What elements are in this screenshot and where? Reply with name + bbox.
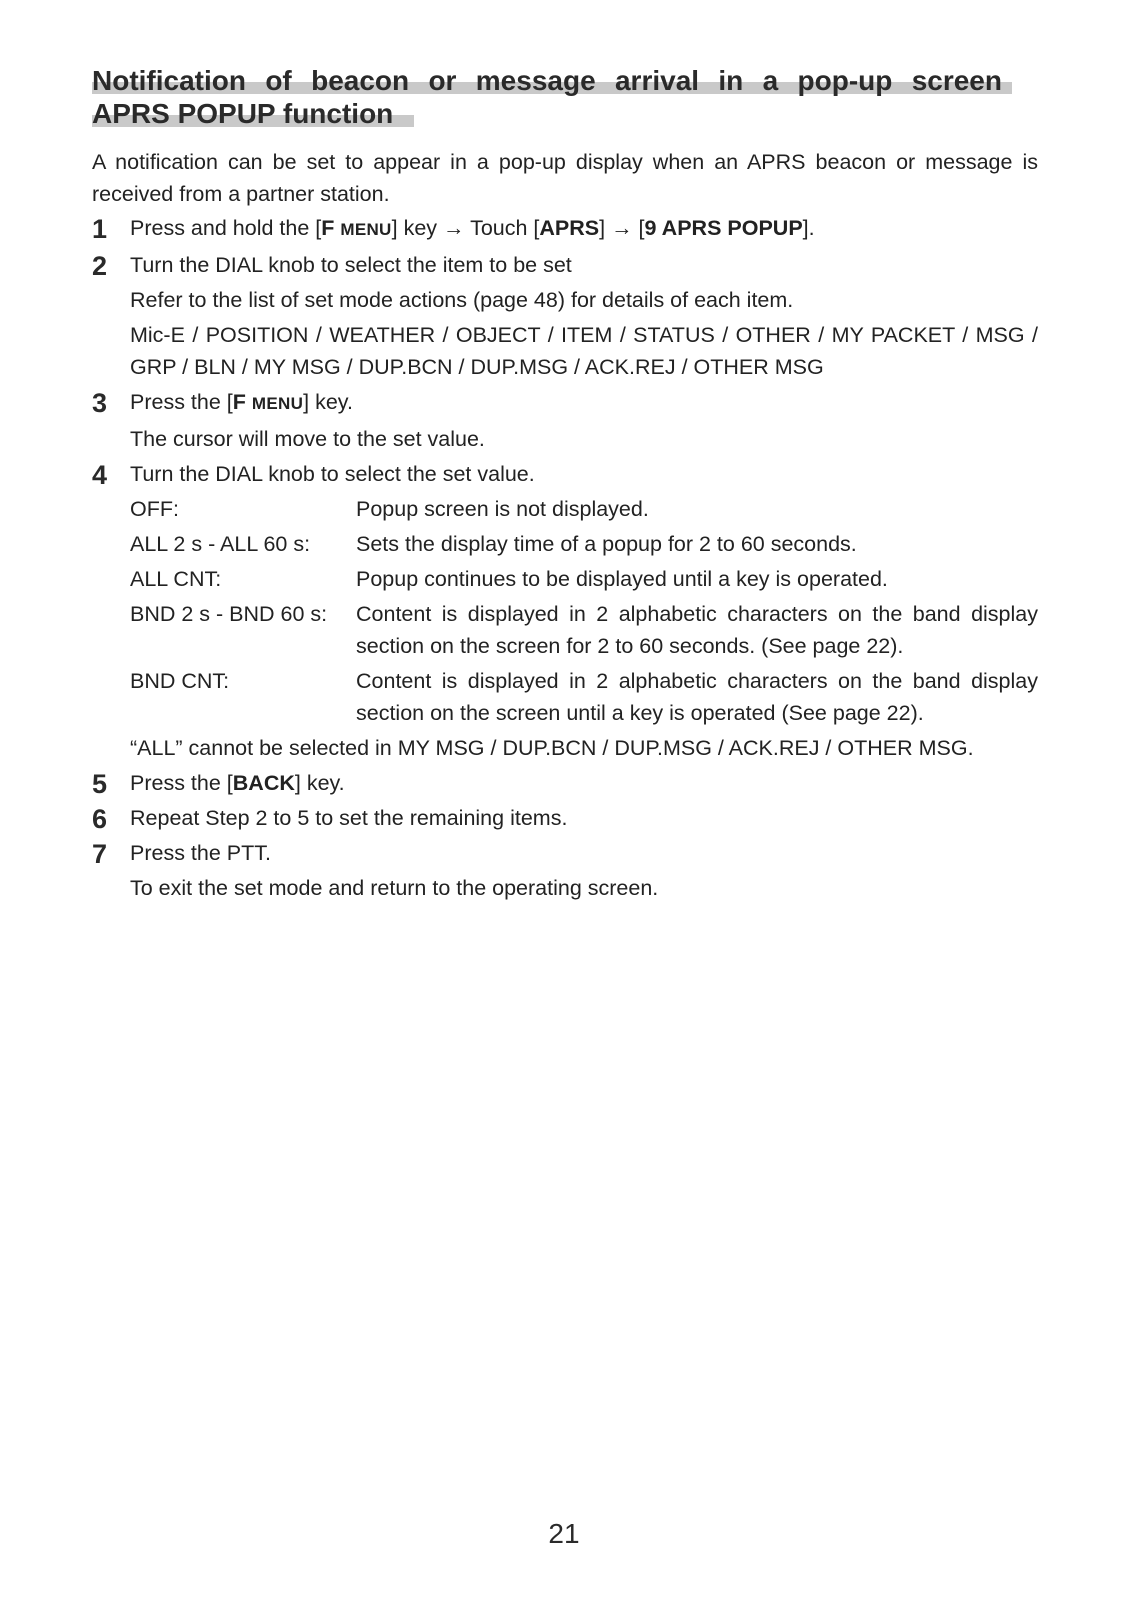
option-row: [130, 665, 1038, 729]
step-text: Turn the DIAL knob to select the item to be set: [130, 253, 572, 277]
body-content: [92, 146, 1038, 907]
step-number: 7: [92, 839, 108, 869]
step-4: [92, 458, 1038, 764]
step-number: 5: [92, 769, 108, 799]
step-7: [92, 837, 1038, 904]
step-1: [92, 212, 1038, 246]
option-row: [130, 563, 1038, 595]
option-row: [130, 528, 1038, 560]
section-title: [92, 64, 1012, 130]
step-number: 6: [92, 804, 108, 834]
step-text: Repeat Step 2 to 5 to set the remaining items.: [130, 806, 568, 830]
item-list: Mic-E / POSITION / WEATHER / OBJECT / ITEM / STATUS / OTHER / MY PACKET / MSG / GRP / BLN / MY MSG / DUP.BCN / DUP.MSG / ACK.REJ / OTHER MSG: [130, 323, 1038, 379]
step-number: 2: [92, 251, 108, 281]
step-text: Press the [BACK] key.: [130, 771, 345, 795]
step-6: [92, 802, 1038, 834]
title-text-2: APRS POPUP function: [92, 98, 394, 129]
option-key: ALL 2 s - ALL 60 s:: [130, 532, 311, 556]
title-line-2: [92, 97, 1012, 130]
title-line-1: [92, 64, 1012, 97]
step-3: [92, 386, 1038, 455]
option-value: Popup screen is not displayed.: [356, 497, 649, 521]
step-number: 3: [92, 388, 108, 418]
option-value: Popup continues to be displayed until a key is operated.: [356, 567, 888, 591]
option-row: [130, 493, 1038, 525]
option-value: Content is displayed in 2 alphabetic characters on the band display section on the screen until a key is operated (See page 22).: [356, 669, 1038, 725]
step-detail: The cursor will move to the set value.: [130, 427, 485, 451]
intro-paragraph: A notification can be set to appear in a pop-up display when an APRS beacon or message is received from a partner station.: [92, 150, 1038, 206]
page-number: 21: [548, 1518, 580, 1549]
title-text-1: Notification of beacon or message arrival in a pop-up screen: [92, 65, 1002, 96]
option-key: BND 2 s - BND 60 s:: [130, 602, 328, 626]
option-value: Sets the display time of a popup for 2 to 60 seconds.: [356, 532, 857, 556]
step-number: 1: [92, 214, 108, 244]
option-key: OFF:: [130, 497, 179, 521]
option-key: ALL CNT:: [130, 567, 222, 591]
step-number: 4: [92, 460, 108, 490]
option-key: BND CNT:: [130, 669, 230, 693]
step-2: [92, 249, 1038, 383]
option-row: [130, 598, 1038, 662]
step-detail: Refer to the list of set mode actions (page 48) for details of each item.: [130, 288, 794, 312]
step-5: [92, 767, 1038, 799]
step-note: “ALL” cannot be selected in MY MSG / DUP.BCN / DUP.MSG / ACK.REJ / OTHER MSG.: [130, 736, 974, 760]
step-text: Press and hold the [F MENU] key → Touch [APRS] → [9 APRS POPUP].: [130, 216, 815, 240]
step-text: Press the PTT.: [130, 841, 271, 865]
option-value: Content is displayed in 2 alphabetic characters on the band display section on the screen for 2 to 60 seconds. (See page 22).: [356, 602, 1038, 658]
step-detail: To exit the set mode and return to the operating screen.: [130, 876, 659, 900]
step-text: Press the [F MENU] key.: [130, 390, 353, 414]
step-text: Turn the DIAL knob to select the set value.: [130, 462, 535, 486]
